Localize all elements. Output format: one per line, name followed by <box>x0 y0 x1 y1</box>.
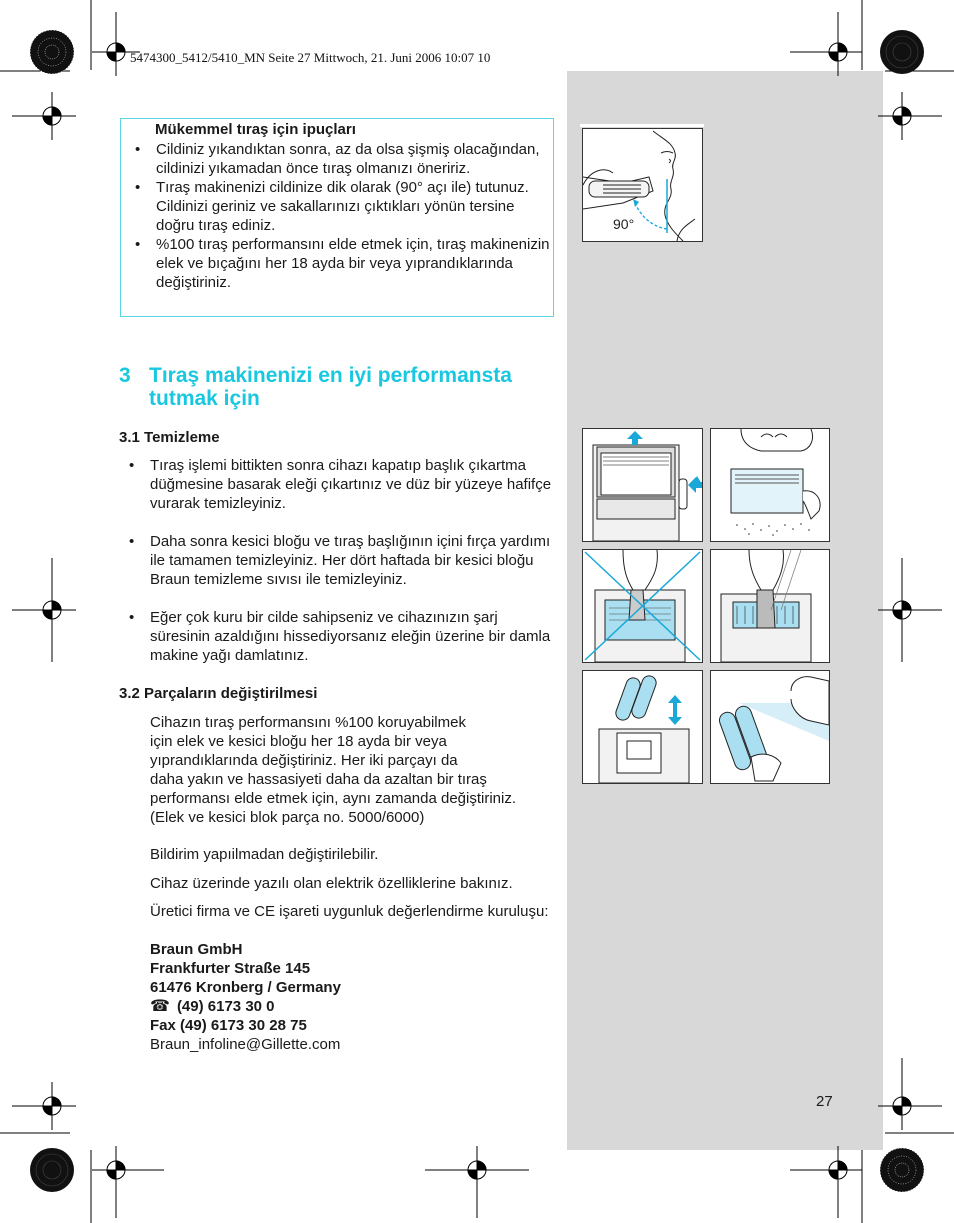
section-title-text: Tıraş makinenizi en iyi performansta tutmak için <box>149 364 512 410</box>
company-fax: Fax (49) 6173 30 28 75 <box>150 1017 307 1034</box>
figure-top-rule <box>580 124 704 127</box>
notice-text: Bildirim yapıilmadan değiştirilebilir. <box>150 846 379 863</box>
tips-title: Mükemmel tıraş için ipuçları <box>155 121 356 138</box>
company-street: Frankfurter Straße 145 <box>150 960 311 977</box>
company-email[interactable]: Braun_infoline@Gillette.com <box>150 1036 341 1053</box>
figure-brush-wrong <box>582 549 703 663</box>
list-item: • %100 tıraş performansını elde etmek için, tıraş makinenizin elek ve bıçağını her 18 ayda bir veya yıprandıklarında değiştiriniz. <box>135 236 550 291</box>
figure-shaving-angle <box>582 128 703 242</box>
tips-list <box>135 140 550 292</box>
print-info-header: 5474300_5412/5410_MN Seite 27 Mittwoch, 21. Juni 2006 10:07 10 <box>130 50 491 65</box>
company-phone: (49) 6173 30 0 <box>176 998 275 1015</box>
text-line: yıprandıklarında değiştiriniz. Her iki parçayı da <box>150 752 458 769</box>
section-title <box>119 364 559 410</box>
text-line: Cihazın tıraş performansını %100 koruyabilmek <box>150 714 466 731</box>
figure-tap-foil <box>710 428 830 542</box>
subheading-cleaning: 3.1 Temizleme <box>119 429 220 446</box>
subheading-replace: 3.2 Parçaların değiştirilmesi <box>119 685 318 702</box>
figure-replace-parts <box>582 670 703 784</box>
text-line: için elek ve kesici bloğu her 18 ayda bir veya <box>150 733 447 750</box>
manufacturer-intro: Üretici firma ve CE işareti uygunluk değerlendirme kuruluşu: <box>150 903 549 920</box>
text-line: performansı elde etmek için, aynı zamanda değiştiriniz. <box>150 790 517 807</box>
section-number: 3 <box>119 364 131 387</box>
company-name: Braun GmbH <box>150 941 243 958</box>
figure-remove-foil <box>582 428 703 542</box>
company-phone-row <box>150 997 275 1016</box>
list-item: • Tıraş işlemi bittikten sonra cihazı kapatıp başlık çıkartma düğmesine basarak eleği çıkartınız ve düz bir yüzeye hafifçe vurarak temizleyiniz. <box>129 457 552 512</box>
company-city: 61476 Kronberg / Germany <box>150 979 341 996</box>
electrical-text: Cihaz üzerinde yazılı olan elektrik özelliklerine bakınız. <box>150 875 513 892</box>
list-item: • Tıraş makinenizi cildinize dik olarak (90° açı ile) tutunuz. Cildinizi geriniz ve sakallarınızı çıktıkları yönün tersine doğru tıraş ediniz. <box>135 179 529 234</box>
cleaning-list <box>129 456 553 684</box>
list-item: • Eğer çok kuru bir cilde sahipseniz ve cihazınızın şarj süresinin azaldığını hissediyorsanız eleğin üzerine bir damla makine yağı damlatınız. <box>129 609 551 664</box>
figure-brush-cutter <box>710 549 830 663</box>
list-item: • Cildiniz yıkandıktan sonra, az da olsa şişmiş olacağından, cildinizi yıkamadan önce tıraş olmanızı öneririz. <box>135 141 540 177</box>
angle-label: 90° <box>613 216 635 232</box>
figure-oil-drop <box>710 670 830 784</box>
text-line: daha yakın ve hassasiyeti daha da azaltan bir tıraş <box>150 771 487 788</box>
page-number: 27 <box>816 1093 833 1110</box>
list-item: • Daha sonra kesici bloğu ve tıraş başlığının içini fırça yardımı ile tamamen temizleyiniz. Her dört haftada bir kesici bloğu Braun temizleme sıvısı ile temizleyiniz. <box>129 533 551 588</box>
phone-icon: ☎ <box>150 998 170 1015</box>
text-line: (Elek ve kesici blok parça no. 5000/6000) <box>150 809 425 826</box>
replace-paragraph <box>150 713 570 827</box>
